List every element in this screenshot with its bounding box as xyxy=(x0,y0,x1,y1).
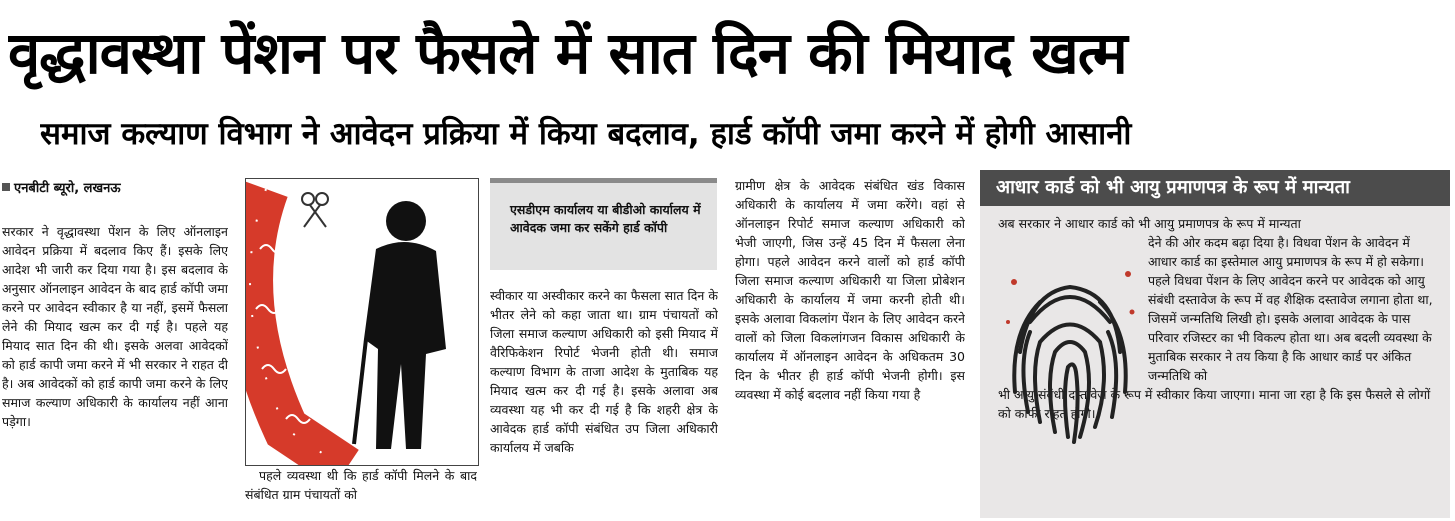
subheadline: समाज कल्याण विभाग ने आवेदन प्रक्रिया में किया बदलाव, हार्ड कॉपी जमा करने में होगी आसानी xyxy=(40,116,1132,152)
sidebar-wrapped-text: देने की ओर कदम बढ़ा दिया है। विधवा पेंशन के आवेदन में आधार कार्ड का इस्तेमाल आयु प्रमाणपत्र के रूप में हो सकेगा। पहले विधवा पेंशन के लिए आवेदन करने पर आवेदक को आयु संबंधी दस्तावेज के रूप में वह शैक्षिक दस्तावेज लगाना होता था, जिसमें जन्मतिथि लिखी हो। इसके अलावा आवेदक के पास परिवार रजिस्टर का भी विकल्प होता था। अब बदली व्यवस्था के मुताबिक सरकार ने तय किया है कि आधार कार्ड पर अंकित जन्मतिथि को xyxy=(1148,235,1433,383)
illustration-graphic xyxy=(246,179,478,465)
sidebar-line-1: अब सरकार ने आधार कार्ड को भी आयु प्रमाणपत्र के रूप में मान्यता xyxy=(998,216,1301,231)
callout-box xyxy=(490,178,717,270)
red-ribbon-icon xyxy=(250,189,346,465)
column-4-text: ग्रामीण क्षेत्र के आवेदक संबंधित खंड विकास अधिकारी के कार्यालय में जमा करेंगे। वहां से ऑनलाइन रिपोर्ट समाज कल्याण अधिकारी को भेजी जाएगी, जिस उन्हें 45 दिन में फैसला लेना होगा। पहले आवेदन करने वालों को हार्ड कॉपी जिला समाज कल्याण अधिकारी या जिला प्रोबेशन अधिकारी के कार्यालय में जमा करनी होती थी। इसके अलावा विकलांग पेंशन के लिए आवेदन करने वालों को जिला विकलांगजन विकास अधिकारी के कार्यालय में ऑनलाइन आवेदन के अधिकतम 30 दिन के भीतर ही हार्ड कॉपी भेजनी होगी। इस व्यवस्था में कोई बदलाव नहीं किया गया है xyxy=(735,178,965,402)
column-3-text: स्वीकार या अस्वीकार करने का फैसला सात दिन के भीतर लेने को कहा जाता था। ग्राम पंचायतों को जिला समाज कल्याण अधिकारी को इसी मियाद में वैरिफिकेशन रिपोर्ट भेजनी होती थी। समाज कल्याण विभाग के ताजा आदेश के मुताबिक यह मियाद खत्म कर दी गई है। इसके अलावा अब व्यवस्था यह भी कर दी गई है कि शहरी क्षेत्र के आवेदक हार्ड कॉपी संबंधित उप जिला अधिकारी कार्यालय में जबकि xyxy=(490,288,718,455)
callout-text: एसडीएम कार्यालय या बीडीओ कार्यालय में आवेदक जमा कर सकेंगे हार्ड कॉपी xyxy=(510,202,701,235)
headline: वृद्धावस्था पेंशन पर फैसले में सात दिन की मियाद खत्म xyxy=(8,19,1127,87)
fingerprint-illustration xyxy=(1000,252,1140,452)
scissors-icon xyxy=(302,193,328,227)
sidebar-tail: भी आयु संबंधी दस्तावेज के रूप में स्वीकार किया जाएगा। माना जा रहा है कि इस फैसले से लोगों को काफी राहत होगी। xyxy=(998,387,1431,421)
byline-text: एनबीटी ब्यूरो, लखनऊ xyxy=(14,181,121,196)
elderly-man-illustration xyxy=(245,178,479,466)
column-2-text: पहले व्यवस्था थी कि हार्ड कॉपी मिलने के बाद संबंधित ग्राम पंचायतों को xyxy=(245,468,477,502)
byline-square-icon xyxy=(2,183,10,191)
elderly-man-icon xyxy=(354,201,446,449)
sidebar-title: आधार कार्ड को भी आयु प्रमाणपत्र के रूप में मान्यता xyxy=(980,170,1450,206)
column-1-text: सरकार ने वृद्धावस्था पेंशन के लिए ऑनलाइन आवेदन प्रक्रिया में बदलाव किए हैं। इसके लिए आदेश भी जारी कर दिया गया है। इस बदलाव के अनुसार ऑनलाइन आवेदन के बाद हार्ड कॉपी जमा करने पर आवेदन स्वीकार है या नहीं, इसमें फैसला लेने की मियाद खत्म कर दी गई है। पहले यह मियाद सात दिन की थी। इसके अलवा आवेदकों को हार्ड कापी जमा करने में भी सरकार ने राहत दी है। अब आवेदकों को हार्ड कापी जमा करने के लिए समाज कल्याण अधिकारी के कार्यालय नहीं आना पड़ेगा। xyxy=(2,224,228,429)
byline xyxy=(2,178,121,196)
